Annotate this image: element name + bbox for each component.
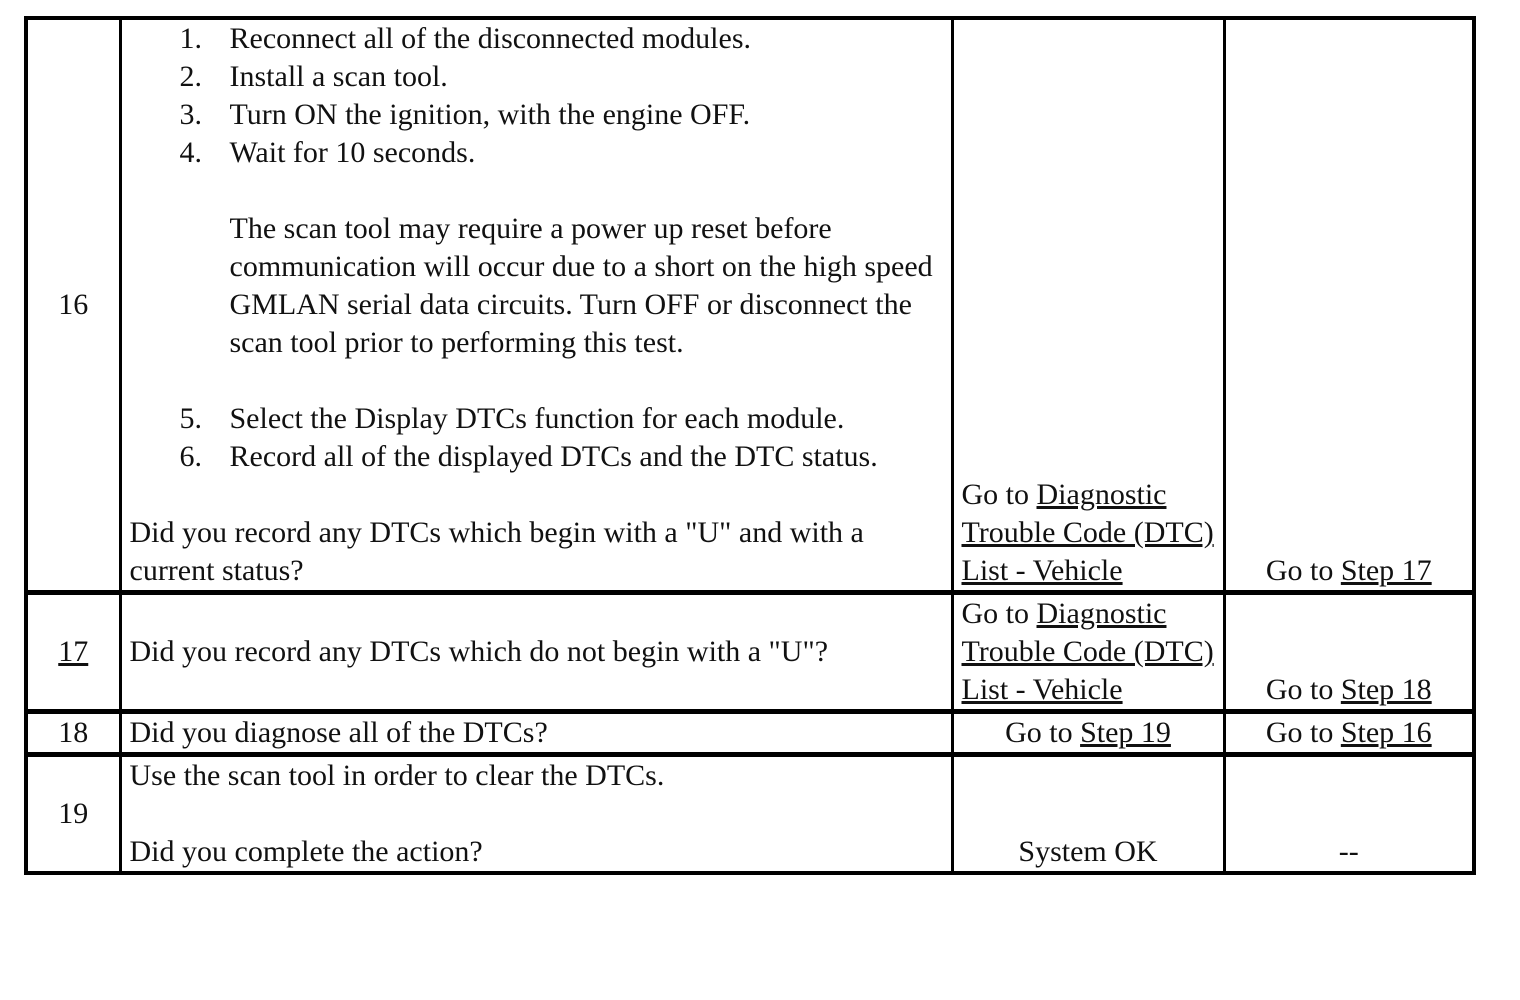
step-17-anchor-link[interactable]: 17: [58, 635, 89, 668]
list-number: 5.: [179, 402, 202, 435]
no-cell: [1224, 18, 1474, 593]
list-number: 6.: [179, 440, 202, 473]
step-19-link[interactable]: Step 19: [1080, 716, 1171, 749]
table-row-step-17: [26, 593, 1474, 712]
step-number: 16: [26, 18, 120, 593]
list-text: Record all of the displayed DTCs and the DTC status.: [229, 440, 878, 473]
list-number: 1.: [179, 22, 202, 55]
no-prefix: Go to: [1265, 673, 1341, 706]
no-prefix: Go to: [1265, 554, 1341, 587]
yes-cell: [952, 18, 1224, 593]
list-text: Install a scan tool.: [229, 60, 448, 93]
procedure-list: [130, 400, 943, 476]
yes-prefix: Go to: [961, 478, 1037, 511]
action-cell: [120, 712, 952, 755]
question-text: Did you diagnose all of the DTCs?: [129, 716, 548, 749]
no-prefix: Go to: [1265, 716, 1341, 749]
step-number: 18: [26, 712, 120, 755]
list-item: [130, 134, 943, 172]
step-17-link[interactable]: Step 17: [1340, 554, 1432, 587]
list-item: [130, 58, 943, 96]
table-row-step-16: [26, 18, 1474, 593]
diagnostic-table: [24, 16, 1476, 875]
list-number: 3.: [179, 98, 202, 131]
action-cell: [120, 18, 952, 593]
no-cell: [1224, 593, 1474, 712]
list-item: [130, 96, 943, 134]
note-text: The scan tool may require a power up reset before communication will occur due to a short on the high speed GMLAN serial data circuits. Turn OFF or disconnect the scan tool prior to performing this test.: [229, 212, 933, 359]
step-number: 19: [26, 755, 120, 874]
yes-cell: System OK: [952, 755, 1224, 874]
question-text: Did you record any DTCs which begin with a "U" and with a current status?: [129, 516, 864, 587]
table-row-step-19: [26, 755, 1474, 874]
action-cell: [120, 755, 952, 874]
list-item: [130, 20, 943, 58]
yes-prefix: Go to: [1005, 716, 1081, 749]
list-number: 4.: [179, 136, 202, 169]
question-text: Did you complete the action?: [129, 835, 483, 868]
step-18-link[interactable]: Step 18: [1340, 673, 1432, 706]
dtc-list-link[interactable]: Diagnostic Trouble Code (DTC) List - Vehicle: [961, 478, 1214, 587]
yes-cell: [952, 593, 1224, 712]
no-cell: [1224, 712, 1474, 755]
no-cell: --: [1224, 755, 1474, 874]
list-item: [130, 438, 943, 476]
list-item: [130, 400, 943, 438]
list-number: 2.: [179, 60, 202, 93]
procedure-list: [130, 20, 943, 172]
step-number: [26, 593, 120, 712]
action-cell: [120, 593, 952, 712]
dtc-list-link[interactable]: Diagnostic Trouble Code (DTC) List - Vehicle: [961, 597, 1214, 706]
question-text: Did you record any DTCs which do not begin with a "U"?: [129, 635, 829, 668]
list-text: Turn ON the ignition, with the engine OFF.: [229, 98, 751, 131]
action-text: Use the scan tool in order to clear the DTCs.: [129, 759, 665, 792]
list-text: Select the Display DTCs function for each module.: [229, 402, 845, 435]
step-16-link[interactable]: Step 16: [1340, 716, 1432, 749]
list-text: Reconnect all of the disconnected modules.: [229, 22, 751, 55]
yes-cell: [952, 712, 1224, 755]
table-row-step-18: [26, 712, 1474, 755]
list-text: Wait for 10 seconds.: [229, 136, 476, 169]
yes-prefix: Go to: [961, 597, 1037, 630]
